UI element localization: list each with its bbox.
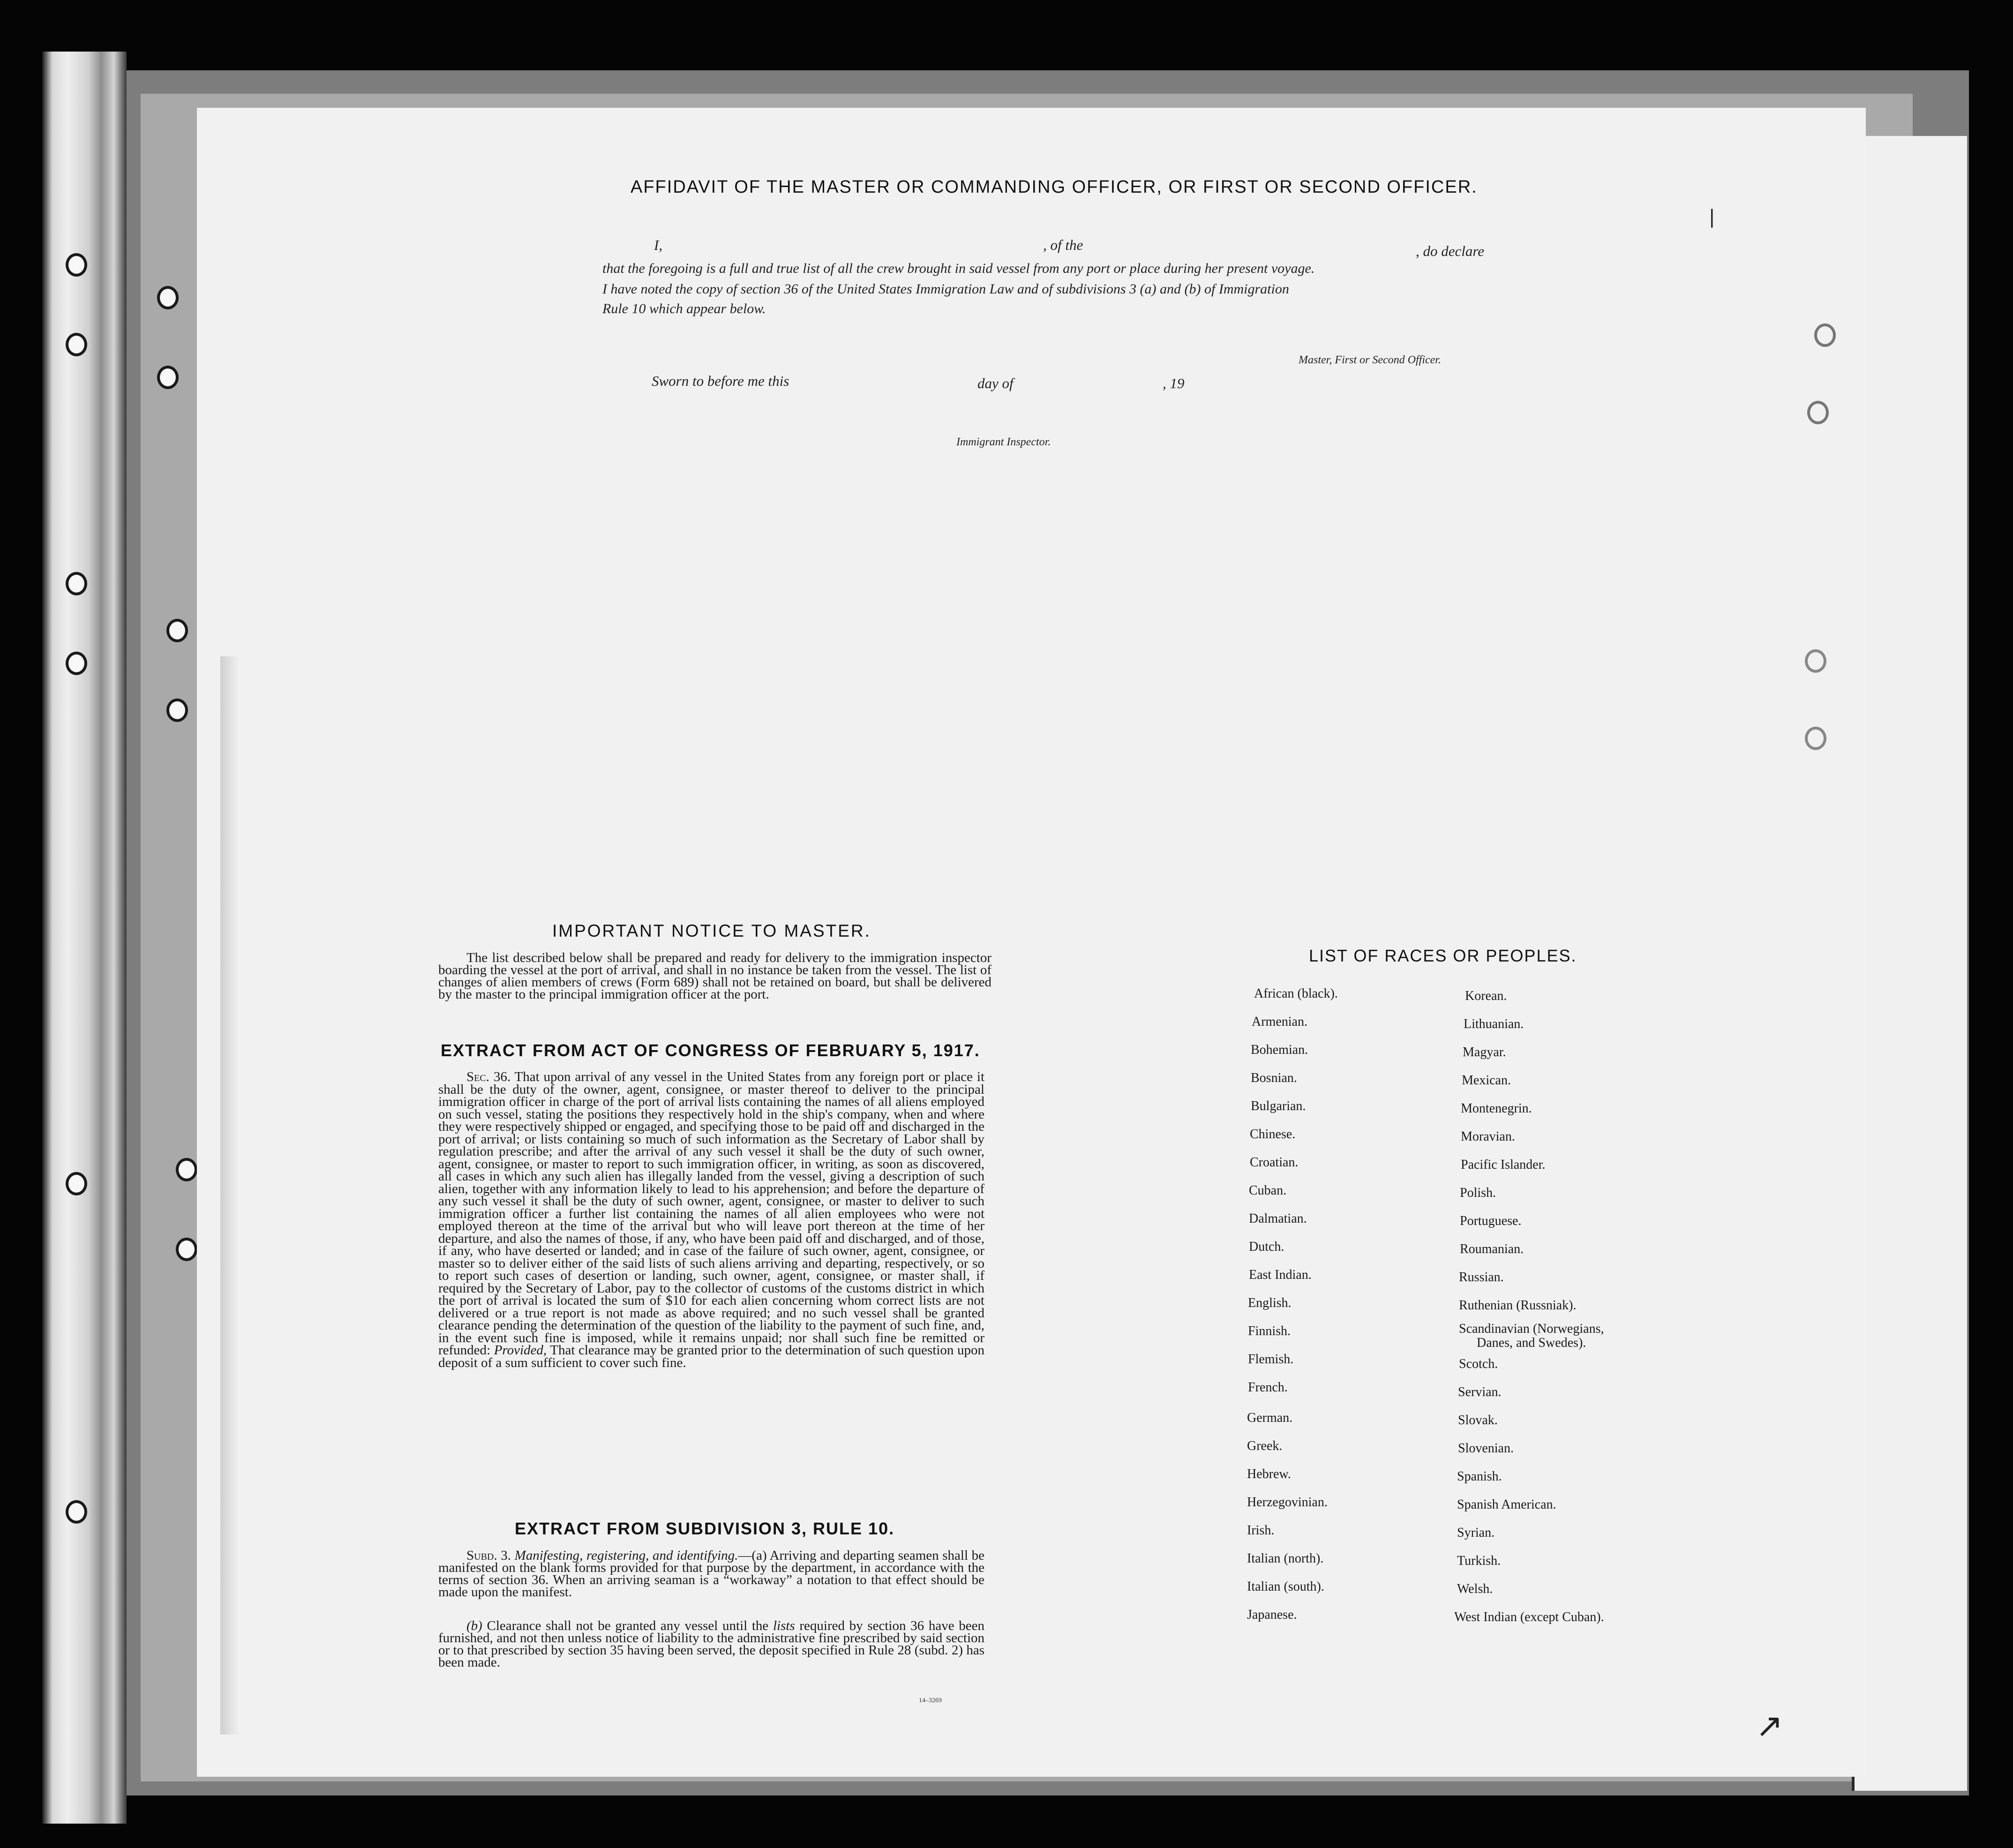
- signature-label: Master, First or Second Officer.: [1299, 354, 1441, 366]
- race-entry: Turkish.: [1457, 1554, 1501, 1568]
- handwritten-mark: ↗: [1756, 1706, 1783, 1745]
- races-title: LIST OF RACES OR PEOPLES.: [1309, 946, 1577, 965]
- race-entry: Portuguese.: [1460, 1214, 1522, 1228]
- race-entry: Magyar.: [1463, 1045, 1506, 1059]
- race-entry: Korean.: [1465, 989, 1507, 1003]
- race-entry: Slovenian.: [1458, 1441, 1514, 1456]
- provided-word: Provided,: [494, 1343, 547, 1358]
- page-fold-shadow: [220, 656, 239, 1735]
- race-entry: Ruthenian (Russniak).: [1459, 1298, 1577, 1313]
- subdivision-b-label: (b): [466, 1618, 482, 1633]
- right-sheet-edge: [1852, 136, 1967, 1791]
- race-entry: Welsh.: [1457, 1582, 1493, 1596]
- race-entry: English.: [1248, 1296, 1292, 1310]
- race-entry: Moravian.: [1461, 1129, 1515, 1144]
- race-entry: Croatian.: [1250, 1155, 1299, 1170]
- race-entry: Polish.: [1460, 1186, 1496, 1200]
- race-entry: Herzegovinian.: [1247, 1495, 1328, 1510]
- race-entry: Italian (north).: [1247, 1551, 1324, 1566]
- rule-title: EXTRACT FROM SUBDIVISION 3, RULE 10.: [515, 1519, 895, 1538]
- race-entry: Chinese.: [1250, 1127, 1296, 1142]
- punch-hole: [66, 253, 87, 277]
- race-entry: Servian.: [1458, 1385, 1502, 1399]
- subdivision-b-body-2: required by section 36 have been furnished, and not then unless notice of liability to the administrative fine prescribed by said section or to that prescribed by section 35 having been served, the deposit specified in Rule 28 (subd. 2) has been made.: [438, 1618, 984, 1670]
- affidavit-title: AFFIDAVIT OF THE MASTER OR COMMANDING OFFICER, OR FIRST OR SECOND OFFICER.: [631, 177, 1478, 197]
- notice-title: IMPORTANT NOTICE TO MASTER.: [552, 921, 871, 940]
- section-label: Sec. 36.: [466, 1069, 511, 1084]
- race-entry: Bosnian.: [1251, 1071, 1297, 1085]
- year-label: , 19: [1163, 375, 1185, 391]
- race-entry: German.: [1247, 1411, 1293, 1425]
- subdivision-b-lists: lists: [773, 1618, 795, 1633]
- race-entry: Cuban.: [1249, 1183, 1287, 1198]
- race-entry: Armenian.: [1252, 1014, 1307, 1029]
- subdivision-heading: Manifesting, registering, and identifying.: [514, 1548, 738, 1563]
- punch-hole: [157, 366, 179, 389]
- race-entry: Irish.: [1247, 1523, 1275, 1538]
- affidavit-declare: , do declare: [1416, 243, 1485, 259]
- race-entry: Russian.: [1459, 1270, 1504, 1285]
- punch-hole: [166, 699, 188, 722]
- race-entry: Finnish.: [1248, 1324, 1291, 1338]
- race-entry: French.: [1248, 1380, 1288, 1395]
- punch-hole: [1814, 323, 1836, 347]
- race-entry: Montenegrin.: [1461, 1101, 1532, 1116]
- punch-hole: [66, 1500, 87, 1524]
- race-entry: Bohemian.: [1251, 1043, 1308, 1057]
- race-entry: African (black).: [1254, 986, 1338, 1001]
- punch-hole: [1805, 649, 1826, 673]
- act-title: EXTRACT FROM ACT OF CONGRESS OF FEBRUARY 5, 1917.: [441, 1041, 980, 1060]
- race-entry: Hebrew.: [1247, 1467, 1291, 1481]
- punch-hole: [66, 333, 87, 356]
- punch-hole: [66, 1172, 87, 1195]
- race-entry: Scandinavian (Norwegians,: [1459, 1322, 1604, 1336]
- day-of-label: day of: [977, 375, 1014, 391]
- affidavit-of-the: , of the: [1043, 237, 1083, 253]
- race-entry: Scotch.: [1459, 1357, 1498, 1371]
- race-entry: East Indian.: [1249, 1268, 1312, 1282]
- subdivision-a-text: [438, 1549, 984, 1598]
- punch-hole: [157, 286, 179, 309]
- affidavit-line-4: Rule 10 which appear below.: [602, 301, 766, 316]
- sworn-label: Sworn to before me this: [652, 373, 789, 389]
- race-entry: Greek.: [1247, 1439, 1283, 1453]
- form-number: 14–3269: [919, 1697, 942, 1704]
- affidavit-line-2: that the foregoing is a full and true list of all the crew brought in said vessel from any port or place during her present voyage.: [602, 261, 1315, 276]
- punch-hole: [66, 652, 87, 675]
- subdivision-a-body: —(a) Arriving and departing seamen shall be manifested on the blank forms provided for that purpose by the department, in accordance with the terms of section 36. When an arriving seaman is a “workaway” a notation to that effect should be made upon the manifest.: [438, 1548, 984, 1600]
- race-entry: Roumanian.: [1460, 1242, 1524, 1256]
- notice-body: The list described below shall be prepared and ready for delivery to the immigration inspector boarding the vessel at the port of arrival, and shall in no instance be taken from the vessel. The list of changes of alien members of crews (Form 689) shall not be retained on board, but shall be delivered by the master to the principal immigration officer at the port.: [438, 950, 991, 1002]
- subdivision-label: Subd. 3.: [466, 1548, 511, 1563]
- affidavit-i: I,: [654, 237, 663, 253]
- race-entry: West Indian (except Cuban).: [1454, 1610, 1604, 1624]
- race-entry: Bulgarian.: [1251, 1099, 1306, 1113]
- affidavit-line-3: I have noted the copy of section 36 of the United States Immigration Law and of subdivisions 3 (a) and (b) of Immigration: [602, 281, 1289, 297]
- race-entry: Pacific Islander.: [1461, 1157, 1546, 1172]
- subdivision-b-text: [438, 1620, 984, 1668]
- punch-hole: [176, 1158, 197, 1181]
- race-entry: Italian (south).: [1247, 1579, 1324, 1594]
- inspector-label: Immigrant Inspector.: [956, 436, 1051, 448]
- race-entry: Japanese.: [1247, 1608, 1297, 1622]
- punch-hole: [176, 1238, 197, 1261]
- subdivision-b-body-1: Clearance shall not be granted any vessel until the: [487, 1618, 769, 1633]
- race-entry: Syrian.: [1457, 1525, 1495, 1540]
- binder-strip: [42, 52, 127, 1824]
- section-body: That upon arrival of any vessel in the United States from any foreign port or place it shall be the duty of the owner, agent, consignee, or master thereof to deliver to the principal immigration officer in charge of the port of arrival lists containing the names of all aliens employed on such vessel, stating the positions they respectively hold in the ship's company, when and where they were respectively shipped or engaged, and specifying those to be paid off and discharged in the port of arrival; or lists containing so much of such information as the Secretary of Labor shall by regulation prescribe; and after the arrival of any such vessel it shall be the duty of such owner, agent, consignee, or master to report to such immigration officer, in writing, as soon as discovered, all cases in which any such alien has illegally landed from the vessel, giving a description of such alien, together with any information likely to lead to his apprehension; and before the departure of any such vessel it shall be the duty of such owner, agent, consignee, or master to deliver to such immigration officer a further list containing the names of all alien employees who were not employed thereon at the time of the arrival but who will leave port thereon at the time of her departure, and also the names of those, if any, who have been paid off and discharged, and of those, if any, who have deserted or landed; and in case of the failure of such owner, agent, consignee, or master so to deliver either of the said lists of such aliens arriving and departing, respectively, or so to report such cases of desertion or landing, such owner, agent, consignee, or master shall, if required by the Secretary of Labor, pay to the collector of customs of the customs district in which the port of arrival is located the sum of $10 for each alien concerning whom correct lists are not delivered or a true report is not made as above required; and no such vessel shall be granted clearance pending the determination of the question of the liability to the payment of such fine, and, in the event such fine is imposed, while it remains unpaid; nor shall such fine be remitted or refunded:: [438, 1069, 985, 1358]
- race-entry: Dutch.: [1249, 1240, 1284, 1254]
- race-entry: Danes, and Swedes).: [1477, 1336, 1586, 1350]
- punch-hole: [1805, 727, 1826, 750]
- punch-hole: [1807, 401, 1829, 424]
- race-entry: Mexican.: [1462, 1073, 1511, 1088]
- race-entry: Dalmatian.: [1249, 1211, 1307, 1226]
- punch-hole: [166, 619, 188, 642]
- punch-hole: [66, 572, 87, 595]
- race-entry: Slovak.: [1458, 1413, 1498, 1427]
- pen-mark: |: [1709, 206, 1715, 228]
- section-36-text: [438, 1071, 984, 1369]
- affidavit-page: [197, 108, 1866, 1777]
- race-entry: Spanish American.: [1457, 1497, 1556, 1512]
- race-entry: Flemish.: [1248, 1352, 1294, 1367]
- race-entry: Spanish.: [1457, 1469, 1502, 1484]
- section-body-end: That clearance may be granted prior to the determination of such question upon deposit of a sum sufficient to cover such fine.: [438, 1343, 984, 1370]
- race-entry: Lithuanian.: [1464, 1017, 1524, 1031]
